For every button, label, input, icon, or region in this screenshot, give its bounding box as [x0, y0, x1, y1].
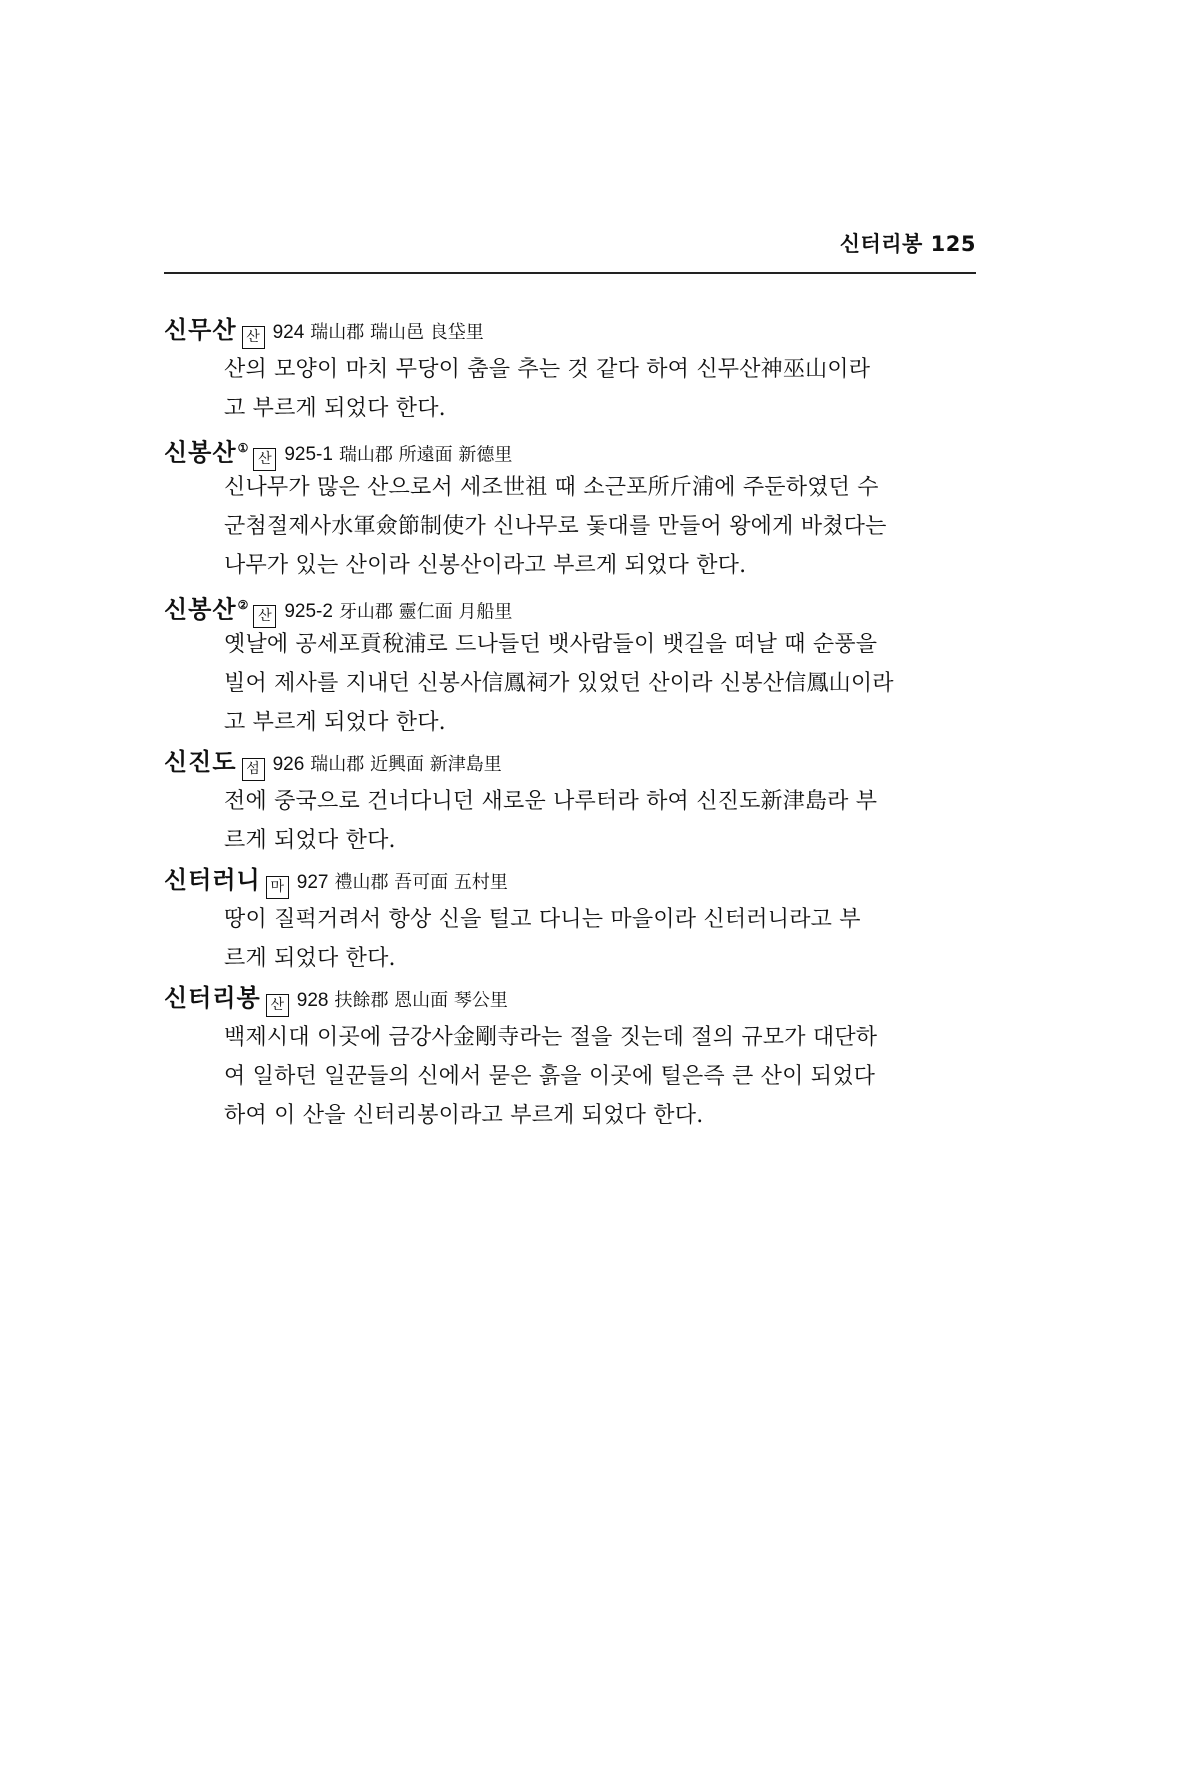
entry-superscript: ① [237, 441, 249, 455]
entry-text-line: 하여 이 산을 신터리봉이라고 부르게 되었다 한다. [224, 1103, 704, 1128]
entry-925-2 [164, 585, 976, 742]
entry-headline [164, 428, 976, 468]
category-tag: 산 [266, 994, 289, 1017]
entry-headline [164, 585, 976, 625]
entry-location: 牙山郡 靈仁面 月船里 [338, 601, 513, 623]
entry-location: 瑞山郡 瑞山邑 良垈里 [310, 322, 484, 343]
entry-number: 928 [296, 990, 329, 1011]
entry-location: 瑞山郡 近興面 新津島里 [310, 754, 502, 775]
category-tag: 산 [253, 448, 276, 471]
entry-location: 禮山郡 吾可面 五村里 [334, 872, 508, 893]
entry-headword: 신진도 [164, 748, 237, 776]
entry-number: 925-2 [284, 601, 333, 623]
entry-superscript: ② [237, 598, 249, 612]
entry-headword: 신봉산 [164, 438, 237, 467]
entry-text-line: 전에 중국으로 건너다니던 새로운 나루터라 하여 신진도新津島라 부 [224, 789, 878, 814]
entry-headline [164, 860, 976, 900]
entry-text-line: 나무가 있는 산이라 신봉산이라고 부르게 되었다 한다. [224, 553, 747, 578]
category-tag: 산 [242, 326, 265, 349]
entry-number: 924 [272, 322, 305, 343]
entry-text-line: 르게 되었다 한다. [224, 946, 396, 971]
entry-text-line: 여 일하던 일꾼들의 신에서 묻은 흙을 이곳에 털은즉 큰 산이 되었다 [224, 1064, 876, 1089]
entry-number: 925-1 [284, 444, 333, 466]
entry-location: 扶餘郡 恩山面 琴公里 [334, 990, 508, 1011]
entry-headline [164, 310, 976, 350]
entry-list [164, 310, 976, 1135]
entry-headline [164, 742, 976, 782]
entry-text-line: 르게 되었다 한다. [224, 828, 396, 853]
entry-927 [164, 860, 976, 978]
entry-number: 926 [272, 754, 305, 775]
entry-928 [164, 978, 976, 1135]
entry-headword: 신터리봉 [164, 984, 261, 1012]
category-tag: 산 [253, 605, 276, 628]
entry-headword: 신봉산 [164, 595, 237, 624]
entry-925-1 [164, 428, 976, 585]
category-tag: 섬 [242, 758, 265, 781]
entry-text-line: 산의 모양이 마치 무당이 춤을 추는 것 같다 하여 신무산神巫山이라 [224, 357, 871, 382]
entry-number: 927 [296, 872, 329, 893]
entry-text-line: 옛날에 공세포貢稅浦로 드나들던 뱃사람들이 뱃길을 떠날 때 순풍을 [224, 632, 878, 657]
running-head [164, 228, 976, 274]
entry-location: 瑞山郡 所遠面 新德里 [338, 444, 513, 466]
entry-headword: 신터러니 [164, 866, 261, 894]
entry-text-line: 고 부르게 되었다 한다. [224, 396, 446, 421]
entry-headword: 신무산 [164, 316, 237, 344]
entry-text-line: 땅이 질퍽거려서 항상 신을 털고 다니는 마을이라 신터러니라고 부 [224, 907, 861, 932]
running-head-title: 신터리봉 125 [839, 232, 976, 256]
entry-text-line: 백제시대 이곳에 금강사金剛寺라는 절을 짓는데 절의 규모가 대단하 [224, 1025, 878, 1050]
entry-text-line: 고 부르게 되었다 한다. [224, 710, 446, 735]
entry-926 [164, 742, 976, 860]
entry-text-line: 빌어 제사를 지내던 신봉사信鳳祠가 있었던 산이라 신봉산信鳳山이라 [224, 671, 894, 696]
entry-headline [164, 978, 976, 1018]
entry-text-line: 군첨절제사水軍僉節制使가 신나무로 돛대를 만들어 왕에게 바쳤다는 [224, 514, 887, 539]
category-tag: 마 [266, 876, 289, 899]
entry-text-line: 신나무가 많은 산으로서 세조世祖 때 소근포所斤浦에 주둔하였던 수 [224, 475, 879, 500]
entry-924 [164, 310, 976, 428]
